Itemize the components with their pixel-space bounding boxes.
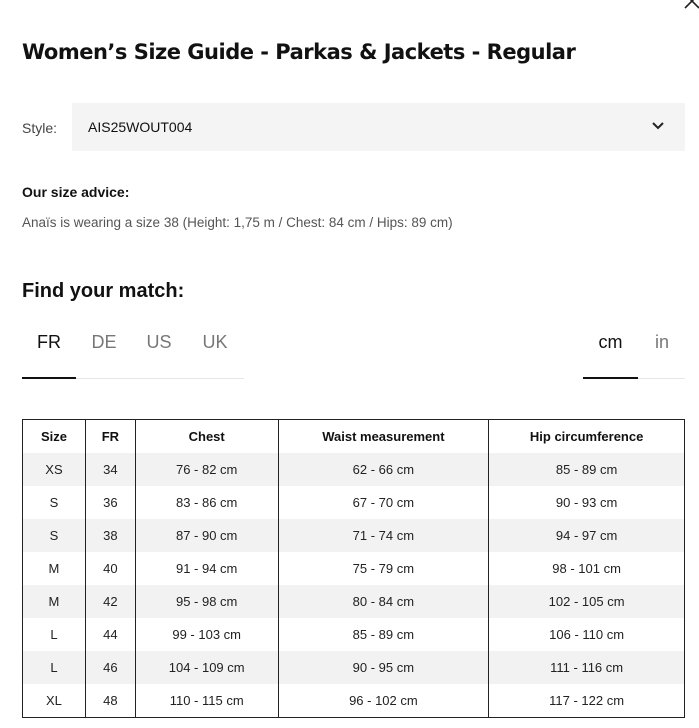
table-row [23, 486, 685, 519]
header-fr: FR [85, 420, 135, 454]
cell-fr: 38 [85, 519, 135, 552]
table-row [23, 552, 685, 585]
header-hip: Hip circumference [489, 420, 685, 454]
cell-fr: 36 [85, 486, 135, 519]
cell-chest: 87 - 90 cm [135, 519, 278, 552]
cell-waist: 90 - 95 cm [278, 651, 489, 684]
cell-hip: 106 - 110 cm [489, 618, 685, 651]
cell-hip: 111 - 116 cm [489, 651, 685, 684]
cell-waist: 96 - 102 cm [278, 684, 489, 718]
cell-size: M [23, 552, 86, 585]
header-waist: Waist measurement [278, 420, 489, 454]
cell-fr: 46 [85, 651, 135, 684]
cell-hip: 85 - 89 cm [489, 453, 685, 486]
tab-de[interactable]: DE [91, 332, 117, 352]
size-system-tabs [22, 322, 244, 379]
cell-size: L [23, 651, 86, 684]
find-match-title: Find your match: [22, 280, 185, 302]
table-row [23, 618, 685, 651]
cell-chest: 91 - 94 cm [135, 552, 278, 585]
cell-chest: 99 - 103 cm [135, 618, 278, 651]
cell-waist: 85 - 89 cm [278, 618, 489, 651]
tab-in[interactable]: in [654, 332, 669, 352]
table-row [23, 453, 685, 486]
cell-size: XL [23, 684, 86, 718]
unit-tabs [583, 322, 685, 379]
table-row [23, 585, 685, 618]
page-title: Women’s Size Guide - Parkas & Jackets - Regular [22, 40, 576, 64]
cell-fr: 44 [85, 618, 135, 651]
tab-cm[interactable]: cm [583, 322, 638, 379]
size-advice-text: Anaïs is wearing a size 38 (Height: 1,75 m / Chest: 84 cm / Hips: 89 cm) [22, 215, 453, 230]
table-row [23, 651, 685, 684]
cell-chest: 83 - 86 cm [135, 486, 278, 519]
cell-size: L [23, 618, 86, 651]
cell-waist: 71 - 74 cm [278, 519, 489, 552]
cell-fr: 40 [85, 552, 135, 585]
cell-size: XS [23, 453, 86, 486]
tab-uk[interactable]: UK [202, 332, 228, 352]
cell-hip: 98 - 101 cm [489, 552, 685, 585]
style-select-value: AIS25WOUT004 [88, 119, 193, 135]
style-select[interactable] [72, 103, 685, 151]
cell-size: S [23, 519, 86, 552]
close-icon [683, 0, 699, 10]
cell-chest: 104 - 109 cm [135, 651, 278, 684]
cell-waist: 62 - 66 cm [278, 453, 489, 486]
cell-fr: 48 [85, 684, 135, 718]
style-label: Style: [22, 120, 58, 136]
header-chest: Chest [135, 420, 278, 454]
tab-us[interactable]: US [146, 332, 172, 352]
cell-waist: 75 - 79 cm [278, 552, 489, 585]
close-button[interactable] [683, 0, 699, 10]
cell-waist: 67 - 70 cm [278, 486, 489, 519]
chevron-down-icon [651, 121, 665, 131]
cell-size: M [23, 585, 86, 618]
table-header-row [23, 420, 685, 454]
size-advice-title: Our size advice: [22, 184, 130, 200]
cell-fr: 42 [85, 585, 135, 618]
cell-hip: 102 - 105 cm [489, 585, 685, 618]
cell-size: S [23, 486, 86, 519]
cell-hip: 90 - 93 cm [489, 486, 685, 519]
cell-fr: 34 [85, 453, 135, 486]
header-size: Size [23, 420, 86, 454]
cell-waist: 80 - 84 cm [278, 585, 489, 618]
cell-hip: 117 - 122 cm [489, 684, 685, 718]
cell-chest: 110 - 115 cm [135, 684, 278, 718]
table-row [23, 519, 685, 552]
cell-hip: 94 - 97 cm [489, 519, 685, 552]
cell-chest: 76 - 82 cm [135, 453, 278, 486]
size-table [22, 419, 685, 718]
tab-fr[interactable]: FR [22, 322, 76, 379]
table-row [23, 684, 685, 718]
cell-chest: 95 - 98 cm [135, 585, 278, 618]
